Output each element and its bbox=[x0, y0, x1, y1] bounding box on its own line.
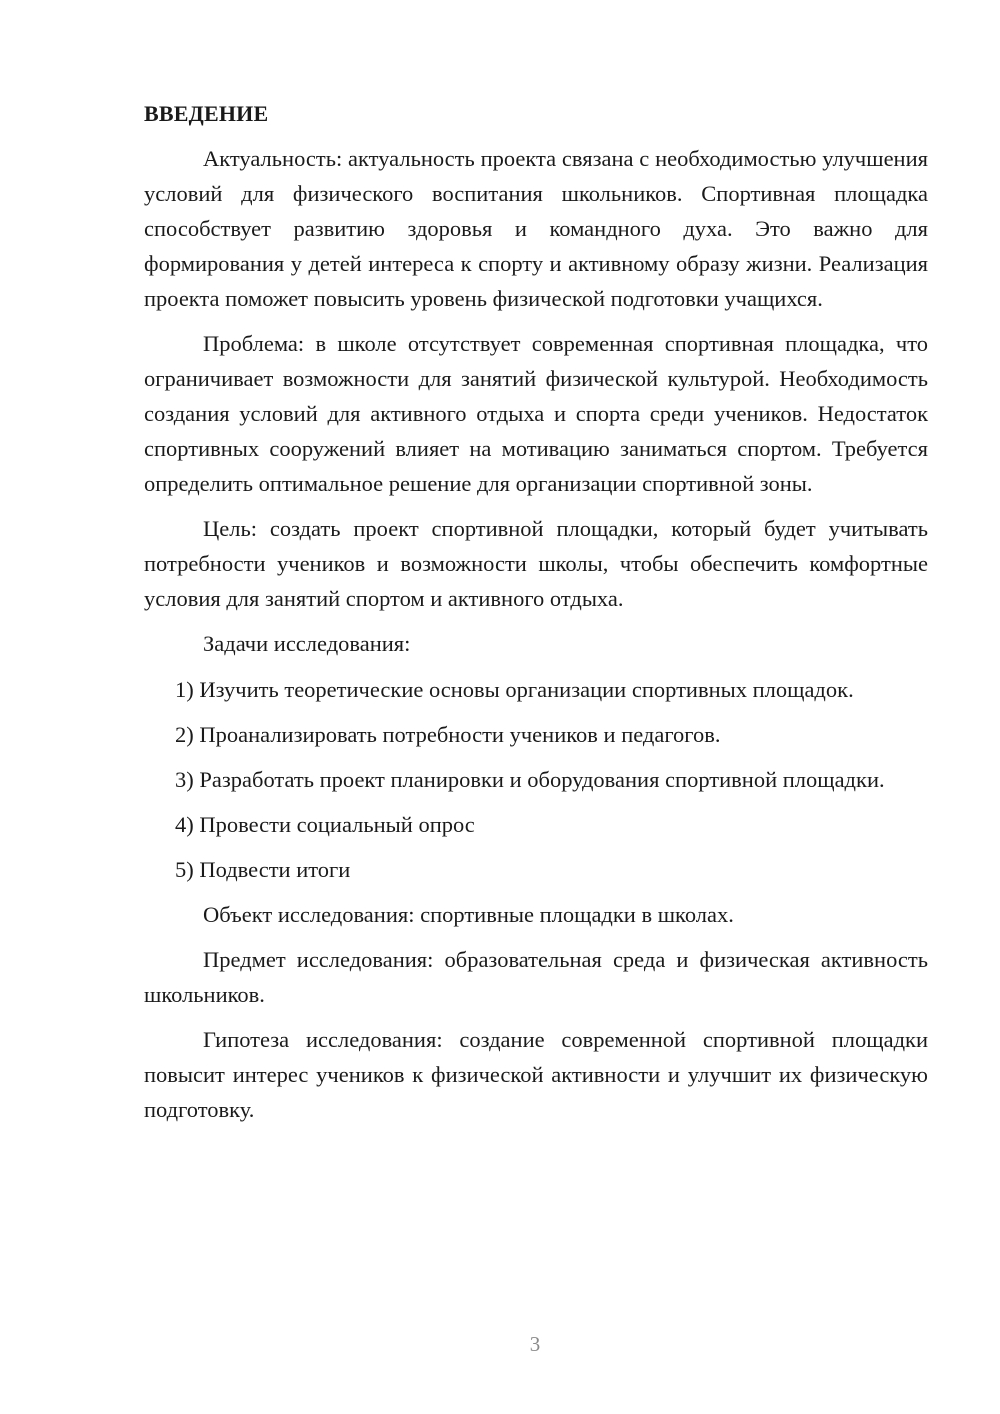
page-number: 3 bbox=[529, 1332, 541, 1356]
paragraph-problem: Проблема: в школе отсутствует современная спортивная площадка, что ограничивает возможности для занятий физической культурой. Необходимость создания условий для активного отдыха и спорта среди учеников. Недостаток спортивных сооружений влияет на мотивацию заниматься спортом. Требуется определить оптимальное решение для организации спортивной зоны. bbox=[144, 331, 928, 496]
task-item-5: 5) Подвести итоги bbox=[175, 857, 351, 882]
task-item-1: 1) Изучить теоретические основы организации спортивных площадок. bbox=[175, 677, 854, 702]
page-content bbox=[144, 96, 928, 1137]
paragraph-subject: Предмет исследования: образовательная среда и физическая активность школьников. bbox=[144, 947, 928, 1007]
paragraph-goal: Цель: создать проект спортивной площадки, который будет учитывать потребности учеников и возможности школы, чтобы обеспечить комфортные условия для занятий спортом и активного отдыха. bbox=[144, 516, 928, 611]
tasks-title: Задачи исследования: bbox=[203, 631, 411, 656]
paragraph-relevance: Актуальность: актуальность проекта связана с необходимостью улучшения условий для физического воспитания школьников. Спортивная площадка способствует развитию здоровья и командного духа. Это важно для формирования у детей интереса к спорту и активному образу жизни. Реализация проекта поможет повысить уровень физической подготовки учащихся. bbox=[144, 146, 928, 311]
task-item-3: 3) Разработать проект планировки и оборудования спортивной площадки. bbox=[175, 767, 885, 792]
task-item-4: 4) Провести социальный опрос bbox=[175, 812, 475, 837]
page-heading: ВВЕДЕНИЕ bbox=[144, 101, 269, 126]
paragraph-object: Объект исследования: спортивные площадки в школах. bbox=[203, 902, 734, 927]
paragraph-hypothesis: Гипотеза исследования: создание современной спортивной площадки повысит интерес учеников к физической активности и улучшит их физическую подготовку. bbox=[144, 1027, 928, 1122]
task-item-2: 2) Проанализировать потребности учеников и педагогов. bbox=[175, 722, 721, 747]
